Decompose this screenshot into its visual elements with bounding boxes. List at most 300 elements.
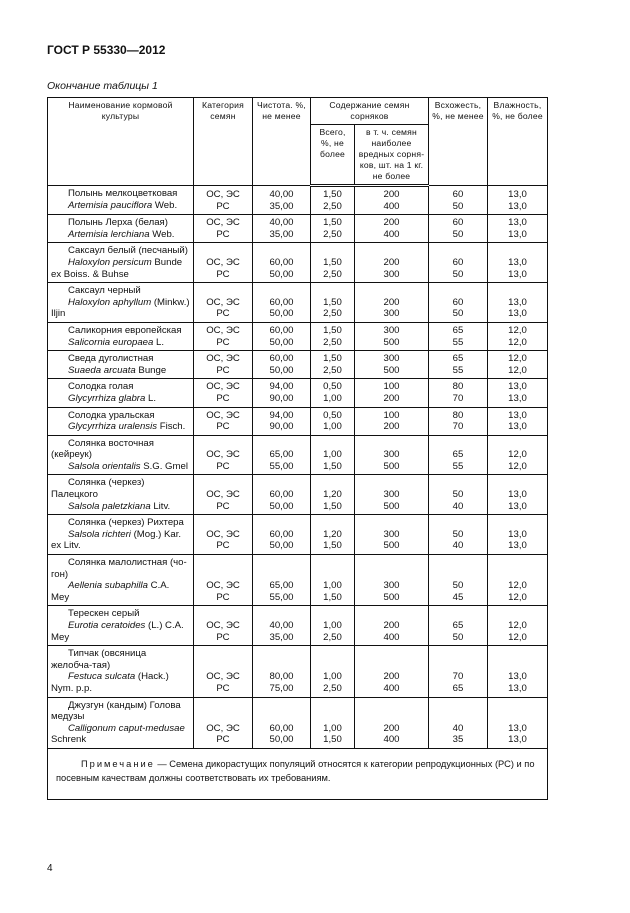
crop-name-ru: Терескен серый	[68, 608, 140, 620]
crop-name-author: Web.	[149, 228, 175, 240]
crop-name	[48, 697, 194, 748]
col-header-weeds: Содержание семян сорняков	[311, 98, 429, 125]
weeds-total-value: 1,00	[323, 671, 342, 683]
purity-cell	[253, 215, 311, 243]
germination-value: 65	[452, 353, 464, 365]
germination-value: 65	[452, 682, 464, 694]
weeds-total-value: 2,50	[323, 682, 342, 694]
crop-name-author: (Minkw.) Iljin	[51, 296, 190, 320]
category-value: РС	[216, 460, 230, 472]
purity-value: 60,00	[269, 353, 294, 365]
crop-name-ru: Солянка малолистная (чо-гон)	[51, 557, 187, 580]
weeds-harmful-cell	[355, 515, 429, 555]
category-cell	[194, 555, 253, 606]
category-value: ОС, ЭС	[206, 580, 240, 592]
moisture-cell	[488, 407, 548, 435]
purity-cell	[253, 407, 311, 435]
moisture-value: 12,0	[508, 353, 527, 365]
weeds-total-value: 2,50	[323, 336, 342, 348]
table-row	[48, 555, 548, 606]
crop-name-author: L.	[153, 336, 165, 348]
table-row	[48, 351, 548, 379]
category-cell	[194, 435, 253, 475]
category-value: ОС, ЭС	[206, 449, 240, 461]
germination-value: 55	[452, 460, 464, 472]
table-row	[48, 243, 548, 283]
category-cell	[194, 379, 253, 407]
purity-value: 60,00	[269, 256, 294, 268]
purity-value: 94,00	[269, 381, 294, 393]
crop-name-author: Bunde ex Boiss. & Buhse	[51, 256, 183, 280]
category-value: ОС, ЭС	[206, 296, 240, 308]
col-header-weeds-total: Всего, %, не более	[311, 125, 355, 186]
table-continuation-caption: Окончание таблицы 1	[47, 80, 158, 92]
weeds-total-cell	[311, 646, 355, 697]
purity-cell	[253, 186, 311, 215]
weeds-harmful-value: 400	[383, 228, 400, 240]
weeds-total-value: 1,50	[323, 189, 342, 200]
weeds-harmful-value: 300	[383, 528, 400, 540]
table-note	[48, 748, 548, 799]
germination-cell	[429, 475, 488, 515]
weeds-total-cell	[311, 407, 355, 435]
germination-value: 40	[452, 722, 464, 734]
weeds-total-cell	[311, 379, 355, 407]
weeds-harmful-value: 200	[383, 392, 400, 404]
category-cell	[194, 697, 253, 748]
weeds-total-value: 2,50	[323, 308, 342, 320]
table-row	[48, 435, 548, 475]
weeds-harmful-value: 100	[383, 381, 400, 393]
weeds-harmful-value: 400	[383, 200, 400, 212]
category-value: РС	[216, 734, 230, 746]
category-cell	[194, 515, 253, 555]
weeds-harmful-value: 200	[383, 421, 400, 433]
purity-value: 65,00	[269, 449, 294, 461]
weeds-harmful-cell	[355, 646, 429, 697]
germination-value: 50	[452, 631, 464, 643]
germination-value: 70	[452, 421, 464, 433]
germination-cell	[429, 606, 488, 646]
crop-name-ru: Полынь Лерха (белая)	[68, 217, 168, 229]
moisture-value: 13,0	[508, 392, 527, 404]
crop-name-latin: Artemisia pauciflora	[68, 199, 153, 211]
category-value: ОС, ЭС	[206, 722, 240, 734]
crop-name-ru: Сведа дуголистная	[68, 353, 154, 365]
weeds-total-value: 1,50	[323, 460, 342, 472]
weeds-harmful-value: 200	[383, 256, 400, 268]
weeds-harmful-cell	[355, 283, 429, 323]
germination-value: 70	[452, 671, 464, 683]
crop-name	[48, 475, 194, 515]
category-cell	[194, 243, 253, 283]
purity-value: 40,00	[269, 620, 294, 631]
purity-cell	[253, 322, 311, 350]
moisture-cell	[488, 283, 548, 323]
category-value: ОС, ЭС	[206, 381, 240, 393]
germination-value: 80	[452, 409, 464, 421]
moisture-value: 13,0	[508, 540, 527, 552]
moisture-value: 12,0	[508, 364, 527, 376]
table-row	[48, 407, 548, 435]
weeds-harmful-value: 400	[383, 631, 400, 643]
germination-value: 40	[452, 540, 464, 552]
weeds-harmful-cell	[355, 322, 429, 350]
crop-name	[48, 351, 194, 379]
crop-name-ru: Джузгун (кандым) Голова медузы	[51, 699, 181, 723]
table-row	[48, 379, 548, 407]
purity-cell	[253, 435, 311, 475]
moisture-value: 13,0	[508, 409, 527, 421]
table-row	[48, 646, 548, 697]
crop-name-latin: Glycyrrhiza glabra	[68, 392, 146, 404]
weeds-total-cell	[311, 555, 355, 606]
purity-cell	[253, 475, 311, 515]
col-header-weeds-harmful: в т. ч. семян наиболее вредных сорня-ков, шт. на 1 кг. не более	[355, 125, 429, 186]
germination-cell	[429, 407, 488, 435]
crop-name	[48, 606, 194, 646]
weeds-total-value: 0,50	[323, 381, 342, 393]
category-value: РС	[216, 336, 230, 348]
weeds-total-value: 1,20	[323, 528, 342, 540]
germination-value: 45	[452, 591, 464, 603]
weeds-total-cell	[311, 215, 355, 243]
crop-name-latin: Festuca sulcata	[68, 671, 136, 683]
crop-name	[48, 646, 194, 697]
weeds-total-value: 1,50	[323, 296, 342, 308]
moisture-value: 13,0	[508, 217, 527, 229]
moisture-value: 12,0	[508, 324, 527, 336]
category-value: РС	[216, 200, 230, 212]
moisture-cell	[488, 475, 548, 515]
weeds-harmful-cell	[355, 435, 429, 475]
moisture-value: 13,0	[508, 296, 527, 308]
col-header-moisture: Влажность, %, не более	[488, 98, 548, 186]
purity-cell	[253, 646, 311, 697]
moisture-value: 13,0	[508, 489, 527, 501]
crop-name	[48, 283, 194, 323]
weeds-total-value: 2,50	[323, 631, 342, 643]
moisture-cell	[488, 555, 548, 606]
weeds-total-cell	[311, 283, 355, 323]
germination-value: 55	[452, 364, 464, 376]
weeds-total-cell	[311, 515, 355, 555]
purity-value: 50,00	[269, 308, 294, 320]
moisture-cell	[488, 515, 548, 555]
category-cell	[194, 407, 253, 435]
crop-name-ru: Солодка уральская	[68, 409, 155, 421]
crop-name-latin: Haloxylon persicum	[68, 256, 152, 268]
weeds-harmful-value: 300	[383, 324, 400, 336]
weeds-total-value: 1,50	[323, 500, 342, 512]
crop-name-latin: Glycyrrhiza uralensis	[68, 421, 158, 433]
germination-cell	[429, 186, 488, 215]
purity-value: 55,00	[269, 460, 294, 472]
purity-value: 50,00	[269, 540, 294, 552]
germination-value: 80	[452, 381, 464, 393]
weeds-total-cell	[311, 351, 355, 379]
crop-name-ru: Полынь мелкоцветковая	[68, 188, 178, 199]
purity-value: 94,00	[269, 409, 294, 421]
category-value: ОС, ЭС	[206, 409, 240, 421]
weeds-harmful-value: 200	[383, 217, 400, 229]
weeds-total-value: 2,50	[323, 200, 342, 212]
crop-name	[48, 186, 194, 215]
weeds-harmful-value: 500	[383, 500, 400, 512]
category-cell	[194, 351, 253, 379]
crop-name	[48, 435, 194, 475]
category-value: РС	[216, 228, 230, 240]
weeds-total-value: 1,20	[323, 489, 342, 501]
col-header-name: Наименование кормовой культуры	[48, 98, 194, 186]
weeds-total-value: 2,50	[323, 364, 342, 376]
purity-value: 50,00	[269, 336, 294, 348]
weeds-total-cell	[311, 697, 355, 748]
crop-name-ru: Саксаул белый (песчаный)	[68, 245, 188, 257]
category-cell	[194, 606, 253, 646]
germination-value: 60	[452, 256, 464, 268]
moisture-value: 12,0	[508, 591, 527, 603]
weeds-total-value: 1,50	[323, 540, 342, 552]
purity-cell	[253, 515, 311, 555]
category-value: РС	[216, 392, 230, 404]
moisture-value: 13,0	[508, 682, 527, 694]
weeds-harmful-value: 400	[383, 734, 400, 746]
moisture-value: 12,0	[508, 631, 527, 643]
weeds-total-value: 1,00	[323, 449, 342, 461]
category-cell	[194, 283, 253, 323]
weeds-harmful-value: 200	[383, 722, 400, 734]
weeds-harmful-value: 200	[383, 671, 400, 683]
germination-value: 40	[452, 500, 464, 512]
moisture-value: 12,0	[508, 620, 527, 631]
germination-value: 50	[452, 580, 464, 592]
crop-name-latin: Eurotia ceratoides	[68, 620, 146, 631]
category-value: РС	[216, 364, 230, 376]
moisture-cell	[488, 435, 548, 475]
purity-cell	[253, 379, 311, 407]
purity-value: 75,00	[269, 682, 294, 694]
crop-name-author: (Mog.) Kar. ex Litv.	[51, 528, 182, 552]
moisture-cell	[488, 697, 548, 748]
purity-value: 40,00	[269, 217, 294, 229]
weeds-harmful-value: 300	[383, 353, 400, 365]
category-value: ОС, ЭС	[206, 217, 240, 229]
crop-name-latin: Haloxylon aphyllum	[68, 296, 152, 308]
category-value: ОС, ЭС	[206, 189, 240, 200]
category-cell	[194, 322, 253, 350]
moisture-value: 13,0	[508, 734, 527, 746]
weeds-harmful-value: 200	[383, 620, 400, 631]
weeds-harmful-value: 100	[383, 409, 400, 421]
purity-value: 60,00	[269, 489, 294, 501]
weeds-total-value: 1,00	[323, 620, 342, 631]
purity-value: 50,00	[269, 268, 294, 280]
germination-cell	[429, 435, 488, 475]
germination-cell	[429, 697, 488, 748]
category-value: РС	[216, 268, 230, 280]
moisture-cell	[488, 322, 548, 350]
moisture-value: 13,0	[508, 671, 527, 683]
purity-cell	[253, 555, 311, 606]
purity-value: 60,00	[269, 324, 294, 336]
weeds-harmful-cell	[355, 606, 429, 646]
moisture-value: 12,0	[508, 449, 527, 461]
category-cell	[194, 646, 253, 697]
moisture-value: 13,0	[508, 421, 527, 433]
weeds-harmful-cell	[355, 186, 429, 215]
weeds-total-value: 1,00	[323, 392, 342, 404]
weeds-total-cell	[311, 475, 355, 515]
weeds-harmful-value: 500	[383, 591, 400, 603]
weeds-harmful-value: 200	[383, 296, 400, 308]
moisture-value: 13,0	[508, 308, 527, 320]
table-row	[48, 697, 548, 748]
purity-value: 35,00	[269, 200, 294, 212]
moisture-cell	[488, 379, 548, 407]
germination-value: 65	[452, 620, 464, 631]
category-cell	[194, 186, 253, 215]
crop-name-author: L.	[145, 392, 156, 404]
crop-name-author: Bunge	[135, 364, 167, 376]
purity-value: 50,00	[269, 734, 294, 746]
germination-value: 50	[452, 268, 464, 280]
moisture-value: 13,0	[508, 528, 527, 540]
purity-cell	[253, 697, 311, 748]
germination-cell	[429, 351, 488, 379]
category-cell	[194, 215, 253, 243]
crop-name-latin: Aellenia subaphilla	[68, 580, 149, 592]
weeds-harmful-cell	[355, 555, 429, 606]
category-value: РС	[216, 591, 230, 603]
purity-value: 55,00	[269, 591, 294, 603]
category-value: ОС, ЭС	[206, 353, 240, 365]
note-text: — Семена дикорастущих популяций относятся к категории репродукционных (РС) и по посевным качествам должны соответствовать их требованиям.	[56, 758, 535, 783]
table-row	[48, 475, 548, 515]
weeds-total-value: 2,50	[323, 228, 342, 240]
germination-value: 50	[452, 308, 464, 320]
germination-value: 55	[452, 336, 464, 348]
crop-name-author: Litv.	[150, 500, 171, 512]
moisture-cell	[488, 186, 548, 215]
crop-name-author: (Hack.) Nym. p.p.	[51, 671, 169, 694]
moisture-value: 13,0	[508, 500, 527, 512]
purity-value: 65,00	[269, 580, 294, 592]
moisture-value: 13,0	[508, 268, 527, 280]
weeds-harmful-cell	[355, 407, 429, 435]
crop-name	[48, 243, 194, 283]
crop-name	[48, 215, 194, 243]
purity-value: 80,00	[269, 671, 294, 683]
weeds-total-cell	[311, 435, 355, 475]
weeds-total-value: 1,00	[323, 722, 342, 734]
moisture-value: 13,0	[508, 381, 527, 393]
category-value: РС	[216, 500, 230, 512]
germination-value: 35	[452, 734, 464, 746]
germination-value: 60	[452, 189, 464, 200]
crop-name-latin: Salicornia europaea	[68, 336, 154, 348]
purity-value: 90,00	[269, 421, 294, 433]
purity-value: 40,00	[269, 189, 294, 200]
germination-value: 65	[452, 449, 464, 461]
weeds-harmful-value: 500	[383, 460, 400, 472]
weeds-total-value: 1,50	[323, 324, 342, 336]
moisture-value: 12,0	[508, 580, 527, 592]
weeds-harmful-value: 400	[383, 682, 400, 694]
col-header-category: Категория семян	[194, 98, 253, 186]
purity-cell	[253, 243, 311, 283]
weeds-total-value: 1,50	[323, 353, 342, 365]
page-number: 4	[47, 863, 53, 874]
crop-name-ru: Солянка (черкез) Рихтера	[68, 517, 184, 529]
table-row	[48, 215, 548, 243]
weeds-harmful-cell	[355, 379, 429, 407]
moisture-value: 13,0	[508, 200, 527, 212]
crop-name-ru: Солянка восточная (кейреук)	[51, 437, 154, 461]
table-row	[48, 606, 548, 646]
weeds-harmful-value: 300	[383, 489, 400, 501]
germination-cell	[429, 215, 488, 243]
crop-name	[48, 322, 194, 350]
germination-value: 70	[452, 392, 464, 404]
moisture-cell	[488, 606, 548, 646]
weeds-harmful-value: 500	[383, 364, 400, 376]
crop-name-author: Fisch.	[157, 421, 186, 433]
purity-cell	[253, 283, 311, 323]
weeds-total-value: 1,00	[323, 580, 342, 592]
weeds-harmful-value: 500	[383, 540, 400, 552]
weeds-total-value: 2,50	[323, 268, 342, 280]
standard-number: ГОСТ Р 55330—2012	[47, 43, 166, 57]
weeds-total-value: 1,50	[323, 217, 342, 229]
weeds-harmful-value: 300	[383, 308, 400, 320]
table-row	[48, 283, 548, 323]
weeds-total-cell	[311, 322, 355, 350]
category-value: ОС, ЭС	[206, 620, 240, 631]
moisture-value: 12,0	[508, 460, 527, 472]
crop-name	[48, 515, 194, 555]
germination-value: 50	[452, 200, 464, 212]
category-value: ОС, ЭС	[206, 324, 240, 336]
germination-cell	[429, 379, 488, 407]
weeds-harmful-value: 300	[383, 580, 400, 592]
table-row	[48, 515, 548, 555]
crop-name-author: Web.	[152, 199, 178, 211]
crop-name-latin: Artemisia lerchiana	[68, 228, 150, 240]
weeds-total-value: 1,50	[323, 256, 342, 268]
col-header-purity: Чистота. %, не менее	[253, 98, 311, 186]
category-value: ОС, ЭС	[206, 489, 240, 501]
category-cell	[194, 475, 253, 515]
germination-value: 50	[452, 228, 464, 240]
crop-name	[48, 555, 194, 606]
germination-value: 60	[452, 217, 464, 229]
category-value: ОС, ЭС	[206, 671, 240, 683]
weeds-total-cell	[311, 186, 355, 215]
crop-name-ru: Саксаул черный	[68, 285, 141, 297]
moisture-value: 13,0	[508, 189, 527, 200]
crop-name-author: C.A. Mey	[51, 580, 170, 603]
moisture-cell	[488, 243, 548, 283]
weeds-harmful-cell	[355, 697, 429, 748]
germination-cell	[429, 322, 488, 350]
weeds-harmful-value: 300	[383, 268, 400, 280]
weeds-harmful-value: 300	[383, 449, 400, 461]
purity-value: 60,00	[269, 296, 294, 308]
category-value: РС	[216, 631, 230, 643]
crop-name-author: (L.) C.A. Mey	[51, 620, 184, 643]
crop-name	[48, 407, 194, 435]
